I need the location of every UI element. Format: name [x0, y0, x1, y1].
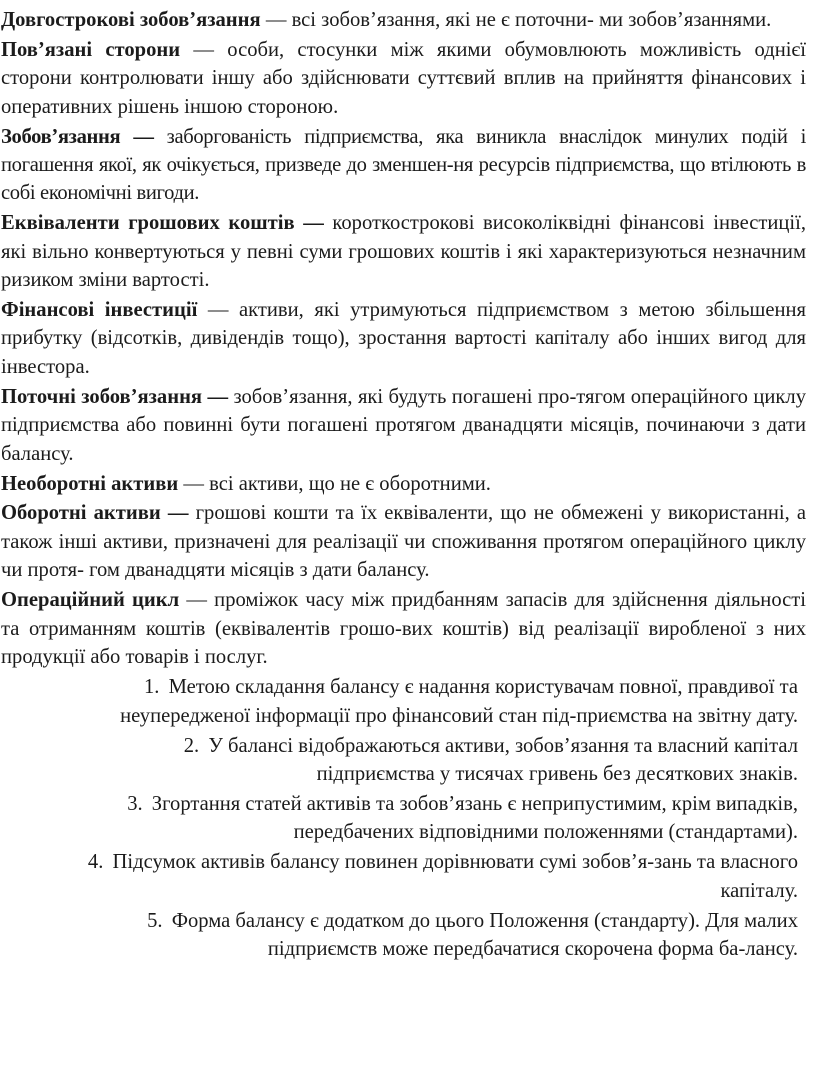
definition-operating-cycle [0, 586, 812, 671]
definition-long-term-liabilities [0, 6, 812, 34]
definition-financial-investments [0, 296, 812, 381]
rule-number: 5. [147, 909, 163, 932]
definition-term: Довгострокові зобов’язання [1, 9, 261, 31]
rule-item [0, 673, 812, 730]
definition-text: — всі зобов’язання, які не є поточни- ми зобов’язаннями. [260, 9, 772, 31]
rule-text: Згортання статей активів та зобов’язань є неприпустимим, крім випадків, передбачених відповідними положеннями (стандартами). [151, 792, 798, 844]
definition-current-assets [0, 499, 812, 584]
balance-rules-list [0, 673, 812, 963]
document-page [0, 6, 812, 965]
rule-text: Форма балансу є додатком до цього Положення (стандарту). Для малих підприємств може передбачатися скорочена форма ба-лансу. [171, 909, 798, 960]
definition-term: Пов’язані сторони [1, 38, 181, 61]
rule-item [0, 732, 812, 789]
rule-number: 3. [127, 792, 143, 815]
definition-text: зобов’язання, які будуть погашені про-тягом операційного циклу підприємства або повинні бути погашені протягом дванадцяти місяців, починаючи з дати балансу. [1, 385, 806, 465]
definition-non-current-assets [0, 470, 812, 498]
definitions-list [0, 6, 812, 671]
definition-text: заборгованість підприємства, яка виникла внаслідок минулих подій і погашення якої, як очікується, призведе до зменшен-ня ресурсів підприємства, що втілюють в собі економічні вигоди. [1, 125, 806, 205]
definition-term: Зобов’язання — [1, 125, 154, 148]
definition-term: Оборотні активи — [1, 502, 189, 525]
definition-text: — активи, які утримуються підприємством з метою збільшення прибутку (відсотків, дивідендів тощо), зростання вартості капіталу або інших вигод для інвестора. [1, 299, 806, 378]
definition-current-liabilities [0, 383, 812, 468]
definition-text: — проміжок часу між придбанням запасів для здійснення діяльності та отриманням коштів (еквівалентів грошо-вих коштів) від реалізації виробленої з них продукції або товарів і послуг. [1, 589, 806, 668]
definition-term: Операційний цикл [1, 589, 180, 612]
definition-liabilities [0, 123, 812, 208]
definition-term: Необоротні активи [1, 472, 179, 495]
definition-cash-equivalents [0, 209, 812, 294]
rule-item [0, 790, 812, 847]
rule-number: 4. [87, 851, 104, 874]
rule-number: 1. [143, 676, 160, 699]
definition-term: Еквіваленти грошових коштів — [1, 212, 324, 235]
rule-text: Підсумок активів балансу повинен дорівнювати сумі зобов’я-зань та власного капіталу. [112, 851, 798, 902]
rule-item [0, 848, 812, 905]
definition-text: — особи, стосунки між якими обумовлюють можливість однієї сторони контролювати іншу або здійснювати суттєвий вплив на прийняття фінансових і оперативних рішень іншою стороною. [1, 38, 806, 118]
definition-text: — всі активи, що не є оборотними. [178, 472, 491, 495]
definition-text: короткострокові високоліквідні фінансові інвестиції, які вільно конвертуються у певні суми грошових коштів і які характеризуються незначним ризиком зміни вартості. [1, 212, 806, 292]
rule-item [0, 907, 812, 964]
rule-text: У балансі відображаються активи, зобов’язання та власний капітал підприємства у тисячах гривень без десяткових знаків. [208, 734, 798, 786]
rule-number: 2. [183, 734, 200, 757]
definition-text: грошові кошти та їх еквіваленти, що не обмежені у використанні, а також інші активи, призначені для реалізації чи споживання протягом операційного циклу чи протя- гом дванадцяти місяців з дати балансу. [1, 502, 806, 582]
definition-term: Поточні зобов’язання — [1, 385, 229, 408]
rule-text: Метою складання балансу є надання користувачам повної, правдивої та неупередженої інформації про фінансовий стан під-приємства на звітну дату. [120, 676, 798, 727]
definition-related-parties [0, 36, 812, 121]
definition-term: Фінансові інвестиції [1, 299, 198, 322]
